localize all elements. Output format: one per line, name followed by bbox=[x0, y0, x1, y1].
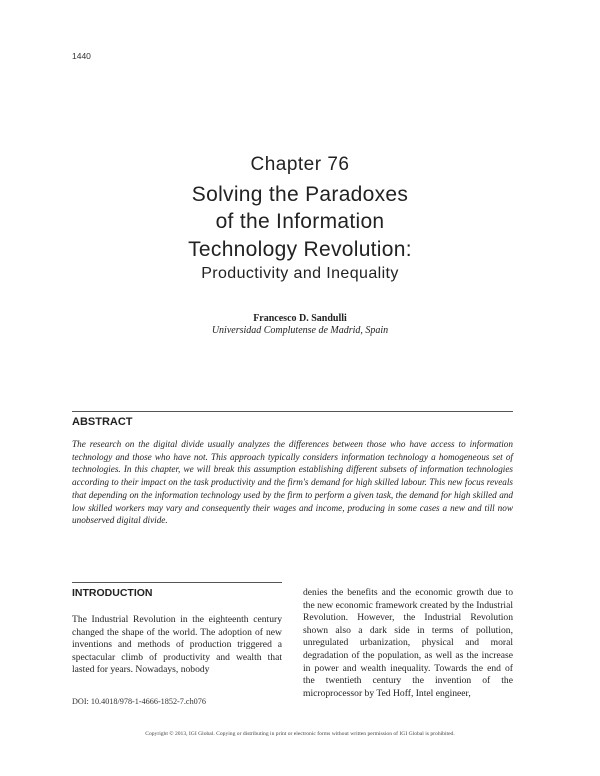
introduction-right-column: denies the benefits and the economic growth due to the new economic framework created by the Industrial Revolution. However, the Industrial Revolution shown also a dark side in terms of pollution, unregulated urbanization, physical and moral degradation of the population, as well as the increase in power and wealth inequality. Towards the end of the twentieth century the invention of the microprocessor by Ted Hoff, Intel engineer, bbox=[303, 587, 513, 699]
author-affiliation: Universidad Complutense de Madrid, Spain bbox=[211, 325, 389, 336]
chapter-label: Chapter 76 bbox=[250, 154, 350, 175]
copyright-notice: Copyright © 2013, IGI Global. Copying or distributing in print or electronic forms without written permission of IGI Global is prohibited. bbox=[145, 731, 455, 737]
abstract-body: The research on the digital divide usually analyzes the differences between those who have access to information technology and those who have not. This approach typically considers information technology a homogeneous set of technologies. In this chapter, we will break this assumption establishing different subsets of information technologies according to their impact on the task productivity and the firm's demand for high skilled labour. This new focus reveals that depending on the information technology used by the firm to perform a given task, the demand for high skilled and low skilled workers may vary and consequently their wages and income, producing in some cases a new and till now unobserved digital divide. bbox=[72, 439, 513, 526]
author-name: Francesco D. Sandulli bbox=[253, 313, 347, 324]
abstract-heading: ABSTRACT bbox=[72, 416, 133, 428]
introduction-left-column: The Industrial Revolution in the eighteenth century changed the shape of the world. The adoption of new inventions and methods of production triggered a spectacular climb of productivity and wealth that lasted for years. Nowadays, nobody bbox=[72, 614, 282, 676]
chapter-subtitle: Productivity and Inequality bbox=[201, 265, 399, 282]
doi: DOI: 10.4018/978-1-4666-1852-7.ch076 bbox=[72, 697, 206, 706]
introduction-heading: INTRODUCTION bbox=[72, 587, 153, 599]
page-number: 1440 bbox=[72, 51, 91, 61]
introduction-divider bbox=[72, 582, 282, 583]
abstract-divider bbox=[72, 411, 513, 412]
chapter-title-line-1: Solving the Paradoxes bbox=[191, 183, 409, 206]
chapter-title-line-2: of the Information bbox=[215, 210, 385, 233]
chapter-title-line-3: Technology Revolution: bbox=[188, 238, 412, 261]
